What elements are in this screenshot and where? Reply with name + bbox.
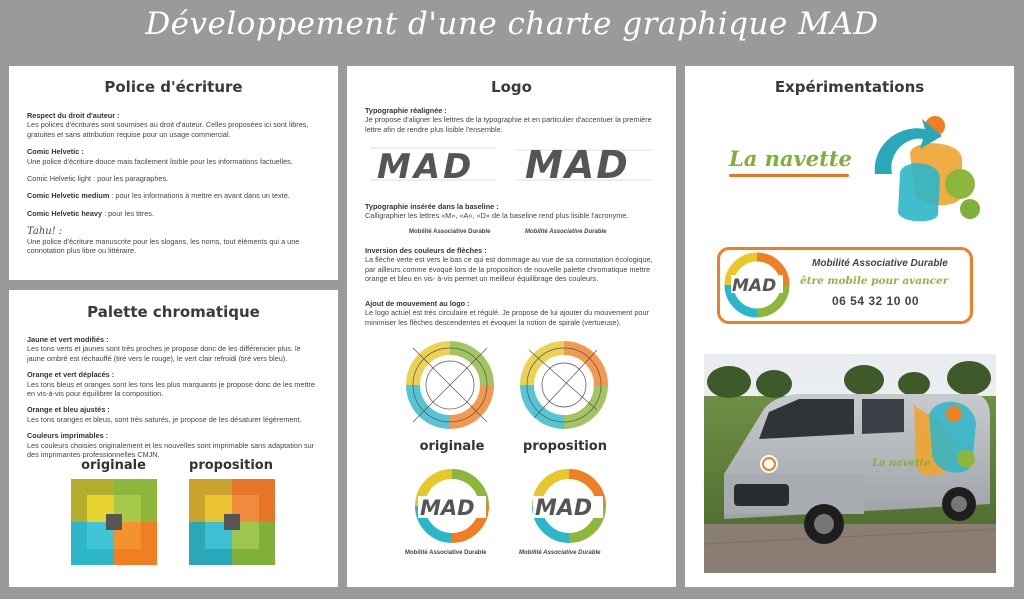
swatch-center <box>106 514 122 530</box>
police-title: Police d'écriture <box>104 78 243 96</box>
card-logo <box>722 251 792 321</box>
section-text: Les tons bleus et oranges sont les tons les plus marquants je propose donc de les mettre en vis-à-vis pour équilibrer la composition. <box>27 379 315 399</box>
palette-section-4 <box>27 431 320 459</box>
section-heading: Comic Helvetic light <box>27 174 92 184</box>
logo-final-mad-text: MAD <box>535 496 593 521</box>
section-heading: Comic Helvetic medium <box>27 191 110 201</box>
navette-underline <box>729 174 849 177</box>
card-mad-text: MAD <box>732 276 777 296</box>
business-card <box>717 247 973 324</box>
section-text: Les polices d'écritures sont soumises au droit d'auteur. Celles proposées ici sont libres, gratuites et sans attribution requise pour un usage commercial. <box>27 120 309 139</box>
logo-label-original: originale <box>419 439 485 454</box>
logo-section-4 <box>365 299 658 327</box>
logo-ring-proposition <box>519 340 609 430</box>
palette-title: Palette chromatique <box>87 303 260 321</box>
police-medium-section <box>27 191 320 200</box>
section-text: Une police d'écriture manuscrite pour les slogans, les noms, tout éléments qui a une connotation plus libre ou littéraire. <box>27 236 300 256</box>
section-heading: Comic Helvetic heavy <box>27 208 103 218</box>
logo-final-mad-text: MAD <box>420 496 475 520</box>
van-photo <box>704 354 996 573</box>
section-heading: Jaune et vert modifiés : <box>27 335 109 344</box>
people-pictogram <box>870 114 990 224</box>
card-phone: 06 54 32 10 00 <box>832 294 920 308</box>
logo-ring-original <box>405 340 495 430</box>
navette-wordmark: La navette <box>729 146 852 171</box>
section-text: : pour les titres. <box>102 208 154 218</box>
section-text: Je propose d'aligner les lettres de la typographie et en particulier d'accentuer la première lettre afin de rendre plus lisible l'ensemble. <box>365 115 652 134</box>
police-copyright-section <box>27 111 320 139</box>
section-heading: Tahu! : <box>27 226 63 238</box>
baseline-proposition: Mobilité Associative Durable <box>525 229 607 235</box>
police-tahu-section <box>27 227 320 255</box>
section-heading: Respect du droit d'auteur : <box>27 111 120 120</box>
page-title: Développement d'une charte graphique MAD <box>145 6 879 42</box>
logo-label-proposition: proposition <box>523 439 607 454</box>
palette-original-swatch <box>71 479 157 565</box>
mad-typography-sketch <box>365 136 658 196</box>
palette-panel <box>9 290 338 587</box>
logo-final-proposition-baseline: Mobilité Associative Durable <box>519 550 601 556</box>
section-text: Les couleurs choisies originalement et les nouvelles sont imprimable sans adaptation sur des imprimantes professionnelles CMJN. <box>27 440 315 460</box>
palette-label-original: originale <box>81 458 146 473</box>
experimentations-panel <box>685 66 1014 587</box>
mad-proposed-text: MAD <box>525 143 630 187</box>
section-text: Le logo actuel est très circulaire et régulé. Je propose de lui ajouter du mouvement pour minimiser les flèches descendentes et évoquer la notion de spirale (vertueuse). <box>365 308 649 327</box>
mad-original-text: MAD <box>377 147 475 187</box>
section-heading: Comic Helvetic : <box>27 147 84 157</box>
section-heading: Inversion des couleurs de flèches : <box>365 246 487 255</box>
baseline-original: Mobilité Associative Durable <box>409 229 491 235</box>
logo-final-proposition <box>517 468 617 546</box>
logo-panel <box>347 66 676 587</box>
van-navette-label: La navette <box>872 458 931 469</box>
logo-final-original-baseline: Mobilité Associative Durable <box>405 550 487 556</box>
swatch-center <box>224 514 240 530</box>
section-text: Calligraphier les lettres «M», «A», «D» de la baseline rend plus lisible l'acronyme. <box>365 211 629 221</box>
section-heading: Ajout de mouvement au logo : <box>365 299 470 308</box>
palette-section-1 <box>27 335 320 363</box>
police-panel <box>9 66 338 280</box>
section-text: La flèche verte est vers le bas ce qui est dommage au vue de sa connotation écologique, par ailleurs comme évoqué lors de la proposition de nouvelle palette chromatique mettre orange et bleu en vis- à-vis permet un meilleur équilibrage des couleurs. <box>365 255 653 284</box>
card-slogan: être mobile pour avancer <box>800 275 949 287</box>
logo-section-1 <box>365 106 658 134</box>
palette-section-3 <box>27 405 320 424</box>
police-comic-section <box>27 147 320 166</box>
logo-section-3 <box>365 246 658 284</box>
section-text: : pour les informations à mettre en avant dans un texte. <box>109 191 290 201</box>
experimentations-title: Expérimentations <box>774 78 925 96</box>
section-text: Les tons oranges et bleus, sont très saturés, je propose de les désaturer légèrement. <box>27 414 302 424</box>
police-light-section <box>27 174 320 183</box>
section-heading: Orange et bleu ajustés : <box>27 405 110 415</box>
section-heading: Typographie réalignée : <box>365 106 447 115</box>
palette-section-2 <box>27 370 320 398</box>
section-heading: Typographie insérée dans la baseline : <box>365 202 499 211</box>
palette-label-proposition: proposition <box>189 458 273 473</box>
logo-section-2 <box>365 202 658 221</box>
palette-proposition-swatch <box>189 479 275 565</box>
section-heading: Orange et vert déplacés : <box>27 370 115 380</box>
logo-final-original <box>402 468 502 546</box>
logo-title: Logo <box>491 78 532 96</box>
section-heading: Couleurs imprimables : <box>27 431 109 441</box>
section-text: Une police d'écriture douce mais facilement lisible pour les informations factuelles. <box>27 156 293 166</box>
card-title: Mobilité Associative Durable <box>812 258 948 269</box>
section-text: Les tons verts et jaunes sont très proches je propose donc de les différencier plus. le jaune ombré est réchauffé (tiré vers le rouge), le vert clair refroidi (tiré vers bleu). <box>27 344 301 363</box>
police-heavy-section <box>27 209 320 218</box>
section-text: : pour les paragraphes. <box>91 174 169 184</box>
